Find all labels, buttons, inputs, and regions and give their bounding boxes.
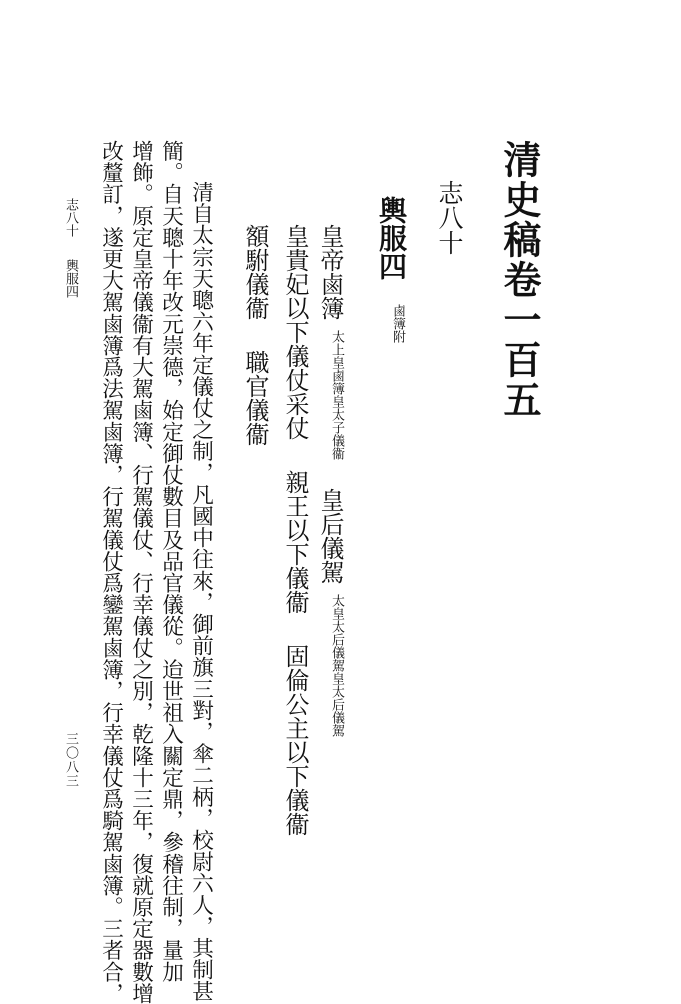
toc-item-note: 太皇太后儀駕皇太后儀駕 <box>329 594 344 737</box>
section-title: 志八十 <box>435 180 464 255</box>
toc-item: 職官儀衞 <box>241 350 269 446</box>
page-number: 三〇八三 <box>63 732 78 788</box>
footer-chapter-label: 輿服四 <box>63 259 78 298</box>
toc-item: 親王以下儀衞 <box>281 470 309 614</box>
body-line: 增飾。原定皇帝儀衞有大駕鹵簿、行駕儀仗、行幸儀仗之別，乾隆十三年，復就原定器數增 <box>128 140 154 1004</box>
chapter-title: 輿服四 <box>375 196 408 280</box>
toc-column-1 <box>318 224 342 737</box>
toc-item: 皇貴妃以下儀仗采仗 <box>281 224 309 440</box>
footer-section <box>64 198 77 298</box>
toc-column-3 <box>243 224 267 446</box>
body-line: 簡。自天聰十年改元崇德，始定御仗數目及品官儀從。迨世祖入關定鼎，參稽往制，量加 <box>158 140 184 983</box>
body-line: 改釐訂，遂更大駕鹵簿爲法駕鹵簿，行駕儀仗爲鑾駕鹵簿，行幸儀仗爲騎駕鹵簿。三者合， <box>98 140 124 1004</box>
body-line: 清自太宗天聰六年定儀仗之制，凡國中往來，御前旗三對，傘二柄，校尉六人，其制甚 <box>188 181 214 1002</box>
toc-column-2 <box>283 224 307 836</box>
chapter-heading <box>375 196 408 343</box>
volume-title: 清史稿卷一百五 <box>497 140 542 420</box>
toc-item: 皇后儀駕 <box>316 488 344 584</box>
toc-item: 皇帝鹵簿 <box>316 224 344 320</box>
toc-item-note: 太上皇鹵簿皇太子儀衞 <box>329 330 344 460</box>
footer-section-label: 志八十 <box>63 198 78 237</box>
chapter-note: 鹵簿附 <box>390 304 405 343</box>
toc-item: 固倫公主以下儀衞 <box>281 644 309 836</box>
toc-item: 額駙儀衞 <box>241 224 269 320</box>
